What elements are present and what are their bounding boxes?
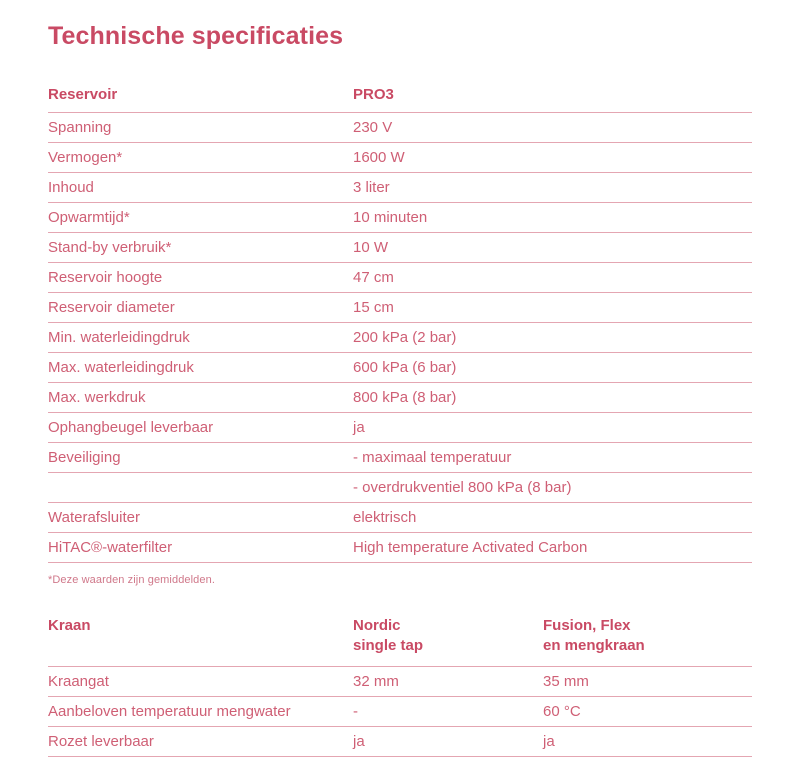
tap-header-kraan-line1: Kraan — [48, 617, 91, 634]
spec-label: Stand-by verbruik* — [48, 233, 353, 263]
tap-value-fusion: 60 °C — [543, 696, 752, 726]
footnote: *Deze waarden zijn gemiddelden. — [48, 574, 215, 586]
tap-value-nordic: - — [353, 696, 543, 726]
table-row — [48, 263, 752, 293]
tap-specs-table — [48, 616, 752, 757]
table-row — [48, 383, 752, 413]
table-row — [48, 413, 752, 443]
table-row — [48, 293, 752, 323]
spec-value: 600 kPa (6 bar) — [353, 353, 752, 383]
table-row — [48, 666, 752, 696]
table-row — [48, 203, 752, 233]
table-row — [48, 233, 752, 263]
spec-label: Beveiliging — [48, 443, 353, 473]
table-row — [48, 726, 752, 756]
tap-header-kraan — [48, 616, 353, 666]
table-row — [48, 143, 752, 173]
table-row — [48, 173, 752, 203]
spec-label: Ophangbeugel leverbaar — [48, 413, 353, 443]
spec-label: Reservoir diameter — [48, 293, 353, 323]
spec-value: 200 kPa (2 bar) — [353, 323, 752, 353]
spec-label: Opwarmtijd* — [48, 203, 353, 233]
table-row — [48, 113, 752, 143]
tap-value-fusion: ja — [543, 726, 752, 756]
spec-header-reservoir: Reservoir — [48, 86, 353, 113]
page-title: Technische specificaties — [48, 22, 344, 50]
tap-header-nordic-line2: single tap — [353, 637, 424, 655]
spec-label — [48, 473, 353, 503]
spec-value: 800 kPa (8 bar) — [353, 383, 752, 413]
spec-label: Spanning — [48, 113, 353, 143]
spec-value: 10 minuten — [353, 203, 752, 233]
tap-value-fusion: 35 mm — [543, 666, 752, 696]
table-row — [48, 533, 752, 563]
table-header-row — [48, 86, 752, 113]
spec-header-pro3: PRO3 — [353, 86, 752, 113]
tap-header-fusion-line1: Fusion, Flex — [543, 617, 631, 634]
spec-value: 230 V — [353, 113, 752, 143]
table-row — [48, 696, 752, 726]
spec-value: 3 liter — [353, 173, 752, 203]
spec-label: HiTAC®-waterfilter — [48, 533, 353, 563]
spec-value: - overdrukventiel 800 kPa (8 bar) — [353, 473, 752, 503]
tap-header-fusion-line2: en mengkraan — [543, 637, 645, 655]
table-row — [48, 353, 752, 383]
technical-specs-table — [48, 86, 752, 563]
tap-label: Rozet leverbaar — [48, 726, 353, 756]
tap-header-nordic-line1: Nordic — [353, 617, 401, 634]
tap-header-nordic — [353, 616, 543, 666]
spec-label: Min. waterleidingdruk — [48, 323, 353, 353]
table-row — [48, 323, 752, 353]
spec-value: elektrisch — [353, 503, 752, 533]
table-row — [48, 503, 752, 533]
spec-label: Inhoud — [48, 173, 353, 203]
spec-value: 47 cm — [353, 263, 752, 293]
spec-label: Vermogen* — [48, 143, 353, 173]
tap-value-nordic: ja — [353, 726, 543, 756]
spec-value: High temperature Activated Carbon — [353, 533, 752, 563]
spec-label: Max. werkdruk — [48, 383, 353, 413]
tap-value-nordic: 32 mm — [353, 666, 543, 696]
table-header-row — [48, 616, 752, 666]
table-row — [48, 443, 752, 473]
tap-label: Kraangat — [48, 666, 353, 696]
spec-label: Reservoir hoogte — [48, 263, 353, 293]
spec-value: 1600 W — [353, 143, 752, 173]
tap-label: Aanbeloven temperatuur mengwater — [48, 696, 353, 726]
spec-label: Max. waterleidingdruk — [48, 353, 353, 383]
spec-value: ja — [353, 413, 752, 443]
tap-header-fusion — [543, 616, 752, 666]
spec-label: Waterafsluiter — [48, 503, 353, 533]
table-row — [48, 473, 752, 503]
spec-value: 15 cm — [353, 293, 752, 323]
spec-value: 10 W — [353, 233, 752, 263]
spec-value: - maximaal temperatuur — [353, 443, 752, 473]
